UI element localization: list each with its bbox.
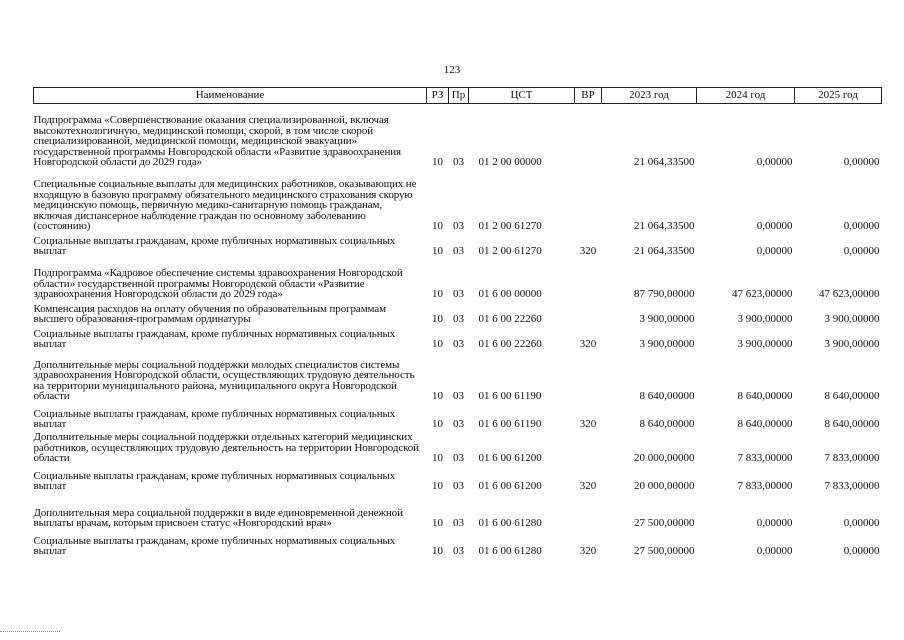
- cell-y2024: 3 900,00000: [737, 313, 793, 325]
- cell-name: Социальные выплаты гражданам, кроме публичных нормативных социальных выплат: [33, 407, 396, 430]
- header-vr: ВР: [575, 88, 602, 104]
- cell-y2024: 8 640,00000: [737, 418, 793, 430]
- cell-y2023: 8 640,00000: [639, 390, 695, 402]
- table-row: [34, 168, 882, 232]
- cell-cst: 01 6 00 61190: [478, 418, 542, 430]
- cell-name: Социальные выплаты гражданам, кроме публичных нормативных социальных выплат: [33, 469, 396, 492]
- cell-pr: 03: [453, 545, 464, 557]
- header-2024: 2024 год: [697, 88, 795, 104]
- cell-y2023: 20 000,00000: [634, 452, 695, 464]
- cell-vr: 320: [579, 480, 597, 492]
- cell-y2024: 47 623,00000: [732, 288, 793, 300]
- cell-rz: 10: [432, 220, 443, 232]
- cell-rz: 10: [432, 390, 443, 402]
- cell-name: Социальные выплаты гражданам, кроме публичных нормативных социальных выплат: [33, 534, 396, 557]
- table-row: [34, 350, 882, 402]
- cell-cst: 01 6 00 00000: [478, 288, 542, 300]
- cell-y2023: 27 500,00000: [634, 545, 695, 557]
- cell-cst: 01 6 00 22260: [478, 338, 542, 350]
- table-header-row: [34, 88, 882, 104]
- cell-pr: 03: [453, 313, 464, 325]
- cell-y2025: 0,00000: [843, 156, 880, 168]
- cell-pr: 03: [453, 156, 464, 168]
- cell-vr: 320: [579, 338, 597, 350]
- cell-rz: 10: [432, 288, 443, 300]
- cell-rz: 10: [432, 545, 443, 557]
- cell-y2025: 0,00000: [843, 545, 880, 557]
- cell-pr: 03: [453, 452, 464, 464]
- cell-cst: 01 2 00 61270: [478, 220, 542, 232]
- cell-y2025: 8 640,00000: [824, 418, 880, 430]
- cell-y2025: 0,00000: [843, 220, 880, 232]
- cell-cst: 01 6 00 61280: [478, 517, 542, 529]
- cell-y2023: 87 790,00000: [634, 288, 695, 300]
- cell-y2023: 20 000,00000: [634, 480, 695, 492]
- cell-y2025: 8 640,00000: [824, 390, 880, 402]
- cell-pr: 03: [453, 245, 464, 257]
- cell-y2024: 3 900,00000: [737, 338, 793, 350]
- cell-name: Дополнительная мера социальной поддержки в виде единовременной денежной выплаты врачам, которым присвоен статус «Новгородский врач»: [33, 506, 403, 529]
- cell-y2024: 0,00000: [756, 517, 793, 529]
- cell-name: Социальные выплаты гражданам, кроме публичных нормативных социальных выплат: [33, 327, 396, 350]
- cell-vr: 320: [579, 418, 597, 430]
- cell-vr: [575, 300, 602, 325]
- cell-y2023: 21 064,33500: [634, 245, 695, 257]
- cell-cst: 01 6 00 61190: [478, 390, 542, 402]
- cell-vr: [575, 104, 602, 168]
- cell-vr: [575, 492, 602, 529]
- cell-y2024: 0,00000: [756, 245, 793, 257]
- cell-y2023: 3 900,00000: [639, 338, 695, 350]
- header-cst: ЦСТ: [469, 88, 575, 104]
- cell-y2024: 7 833,00000: [737, 452, 793, 464]
- cell-y2024: 0,00000: [756, 156, 793, 168]
- cell-y2025: 7 833,00000: [824, 480, 880, 492]
- cell-rz: 10: [432, 452, 443, 464]
- cell-cst: 01 2 00 61270: [478, 245, 542, 257]
- cell-pr: 03: [453, 390, 464, 402]
- cell-y2023: 8 640,00000: [639, 418, 695, 430]
- cell-y2025: 0,00000: [843, 245, 880, 257]
- cell-pr: 03: [453, 480, 464, 492]
- cell-rz: 10: [432, 156, 443, 168]
- header-2023: 2023 год: [602, 88, 697, 104]
- cell-vr: 320: [579, 245, 597, 257]
- header-rz: РЗ: [427, 88, 449, 104]
- cell-rz: 10: [432, 517, 443, 529]
- table-row: [34, 492, 882, 529]
- cell-y2024: 8 640,00000: [737, 390, 793, 402]
- header-pr: Пр: [449, 88, 469, 104]
- cell-y2023: 21 064,33500: [634, 156, 695, 168]
- cell-vr: [575, 257, 602, 300]
- cell-cst: 01 6 00 61200: [478, 452, 542, 464]
- header-name: Наименование: [34, 88, 427, 104]
- header-2025: 2025 год: [795, 88, 882, 104]
- cell-name: Подпрограмма «Совершенствование оказания специализированной, включая высокотехнологичную, медицинской помощи, скорой, в том числе скорой специализированной, медицинской помощи, медицинской эвакуации» государственной программы Новгородской области «Развитие здравоохранения Новгородской области до 2029 года»: [33, 114, 401, 168]
- cell-y2025: 7 833,00000: [824, 452, 880, 464]
- budget-table: [33, 87, 882, 557]
- cell-vr: 320: [579, 545, 597, 557]
- cell-rz: 10: [432, 480, 443, 492]
- cell-name: Дополнительные меры социальной поддержки молодых специалистов системы здравоохранения Новгородской области, осуществляющих трудовую деятельность на территории муниципального района, муниципального округа Новгородской области: [33, 358, 415, 402]
- cell-y2024: 0,00000: [756, 220, 793, 232]
- cell-cst: 01 2 00 00000: [478, 156, 542, 168]
- cell-pr: 03: [453, 418, 464, 430]
- cell-pr: 03: [453, 220, 464, 232]
- cell-name: Социальные выплаты гражданам, кроме публичных нормативных социальных выплат: [33, 234, 396, 257]
- table-row: [34, 529, 882, 557]
- cell-name: Специальные социальные выплаты для медицинских работников, оказывающих не входящую в базовую программу обязательного медицинского страхования скорую медицинскую помощь, первичную медико-санитарную помощь гражданам, включая диспансерное наблюдение граждан по основному заболеванию (состоянию): [33, 178, 417, 232]
- table-row: [34, 300, 882, 325]
- cell-pr: 03: [453, 288, 464, 300]
- table-row: [34, 257, 882, 300]
- cell-cst: 01 6 00 22260: [478, 313, 542, 325]
- table-row: [34, 464, 882, 492]
- table-row: [34, 402, 882, 430]
- page-number: 123: [443, 64, 461, 76]
- table-row: [34, 325, 882, 350]
- cell-cst: 01 6 00 61280: [478, 545, 542, 557]
- cell-y2025: 47 623,00000: [819, 288, 880, 300]
- cell-y2023: 27 500,00000: [634, 517, 695, 529]
- cell-pr: 03: [453, 338, 464, 350]
- cell-name: Дополнительные меры социальной поддержки отдельных категорий медицинских работников, осуществляющих трудовую деятельность на территории Новгородской области: [33, 431, 419, 464]
- cell-y2025: 3 900,00000: [824, 338, 880, 350]
- cell-pr: 03: [453, 517, 464, 529]
- cell-y2025: 3 900,00000: [824, 313, 880, 325]
- cell-name: Компенсация расходов на оплату обучения по образовательным программам высшего образования-программам ординатуры: [33, 302, 386, 325]
- cell-y2024: 0,00000: [756, 545, 793, 557]
- cell-rz: 10: [432, 313, 443, 325]
- cell-vr: [575, 168, 602, 232]
- cell-rz: 10: [432, 245, 443, 257]
- table-row: [34, 232, 882, 257]
- cell-y2023: 3 900,00000: [639, 313, 695, 325]
- cell-vr: [575, 430, 602, 464]
- cell-rz: 10: [432, 418, 443, 430]
- footer-divider: [0, 631, 60, 632]
- table-row: [34, 104, 882, 168]
- cell-rz: 10: [432, 338, 443, 350]
- cell-y2024: 7 833,00000: [737, 480, 793, 492]
- cell-name: Подпрограмма «Кадровое обеспечение системы здравоохранения Новгородской области» государственной программы Новгородской области «Развитие здравоохранения Новгородской области до 2029 года»: [33, 267, 403, 300]
- cell-vr: [575, 350, 602, 402]
- cell-y2023: 21 064,33500: [634, 220, 695, 232]
- cell-y2025: 0,00000: [843, 517, 880, 529]
- cell-cst: 01 6 00 61200: [478, 480, 542, 492]
- table-row: [34, 430, 882, 464]
